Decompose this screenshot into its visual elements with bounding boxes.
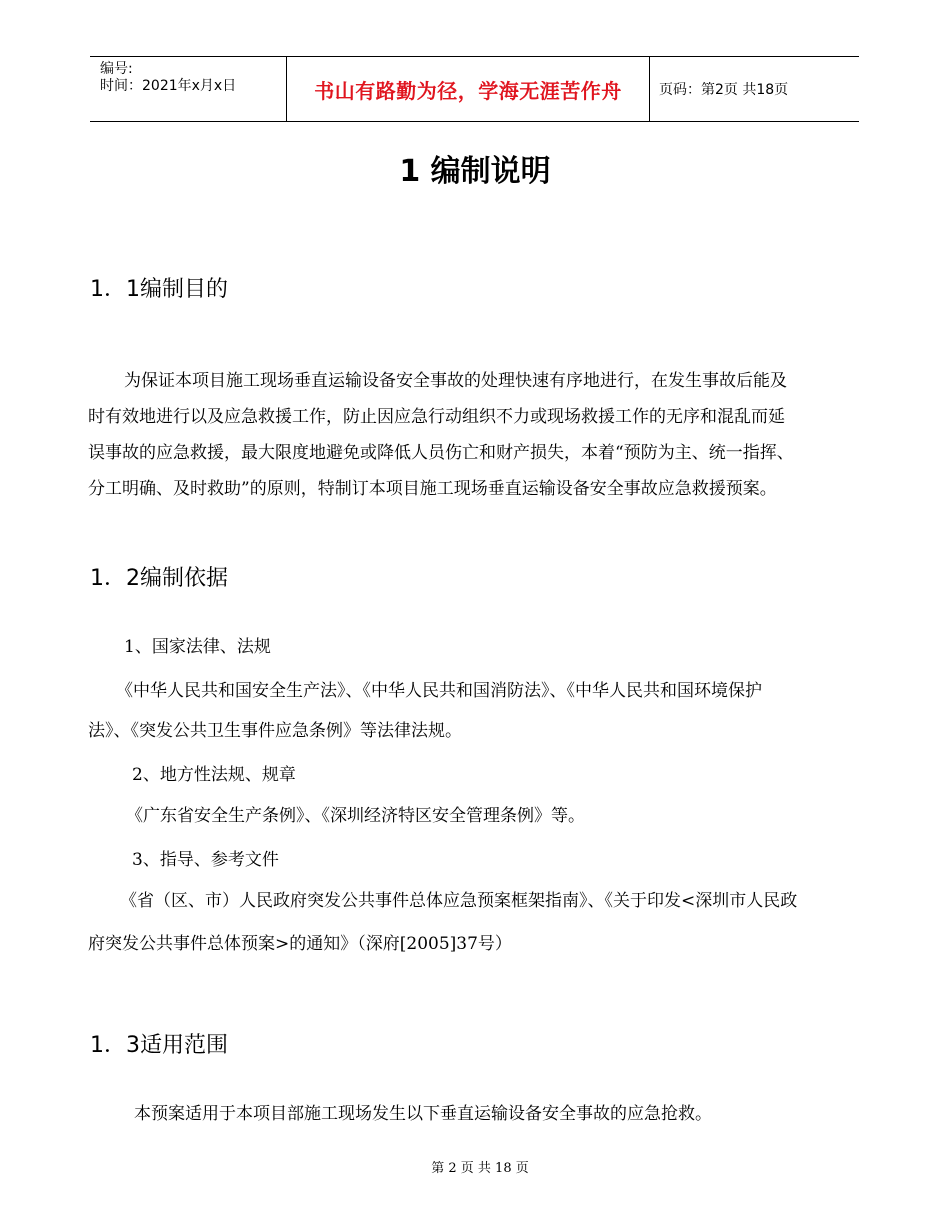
- basis-item-3: 3、指导、参考文件: [132, 850, 279, 870]
- motto: 书山有路勤为径，学海无涯苦作舟: [314, 78, 622, 103]
- paragraph-line: 分工明确、及时救助”的原则，特制订本项目施工现场垂直运输设备安全事故应急救援预案。: [88, 479, 777, 499]
- date-label: 时间：2021年x月x日: [100, 78, 237, 94]
- basis-item-1-line: 法》、《突发公共卫生事件应急条例》等法律法规。: [88, 721, 462, 741]
- paragraph-line: 误事故的应急救援，最大限度地避免或降低人员伤亡和财产损失，本着“预防为主、统一指挥、: [88, 443, 794, 463]
- purpose-paragraph: [88, 363, 878, 507]
- basis-item-3-line: 《省（区、市）人民政府突发公共事件总体应急预案框架指南》、《关于印发<深圳市人民政: [120, 891, 798, 911]
- header-motto-cell: [286, 57, 650, 121]
- basis-item-2-text: 《广东省安全生产条例》、《深圳经济特区安全管理条例》等。: [126, 806, 585, 826]
- page-header: [90, 56, 859, 122]
- basis-item-1-line: 《中华人民共和国安全生产法》、《中华人民共和国消防法》、《中华人民共和国环境保护: [116, 681, 762, 701]
- section-heading-1-3: 1．3适用范围: [90, 1033, 228, 1058]
- paragraph-line: 时有效地进行以及应急救援工作，防止因应急行动组织不力或现场救援工作的无序和混乱而延: [88, 407, 785, 427]
- basis-item-1: 1、国家法律、法规: [124, 637, 271, 657]
- header-page-info: 页码：第2页 共18页: [659, 82, 789, 98]
- page-title: 1 编制说明: [399, 154, 551, 189]
- header-meta: [90, 57, 286, 121]
- basis-item-2: 2、地方性法规、规章: [132, 765, 296, 785]
- page-footer: 第 2 页 共 18 页: [431, 1161, 529, 1176]
- section-heading-1-2: 1．2编制依据: [90, 566, 228, 591]
- paragraph-line: 为保证本项目施工现场垂直运输设备安全事故的处理快速有序地进行，在发生事故后能及: [124, 371, 787, 391]
- section-heading-1-1: 1．1编制目的: [90, 277, 228, 302]
- scope-text: 本预案适用于本项目部施工现场发生以下垂直运输设备安全事故的应急抢救。: [134, 1104, 712, 1124]
- code-label: 编号:: [100, 61, 133, 77]
- basis-item-3-line: 府突发公共事件总体预案>的通知》（深府[2005]37号）: [88, 934, 512, 954]
